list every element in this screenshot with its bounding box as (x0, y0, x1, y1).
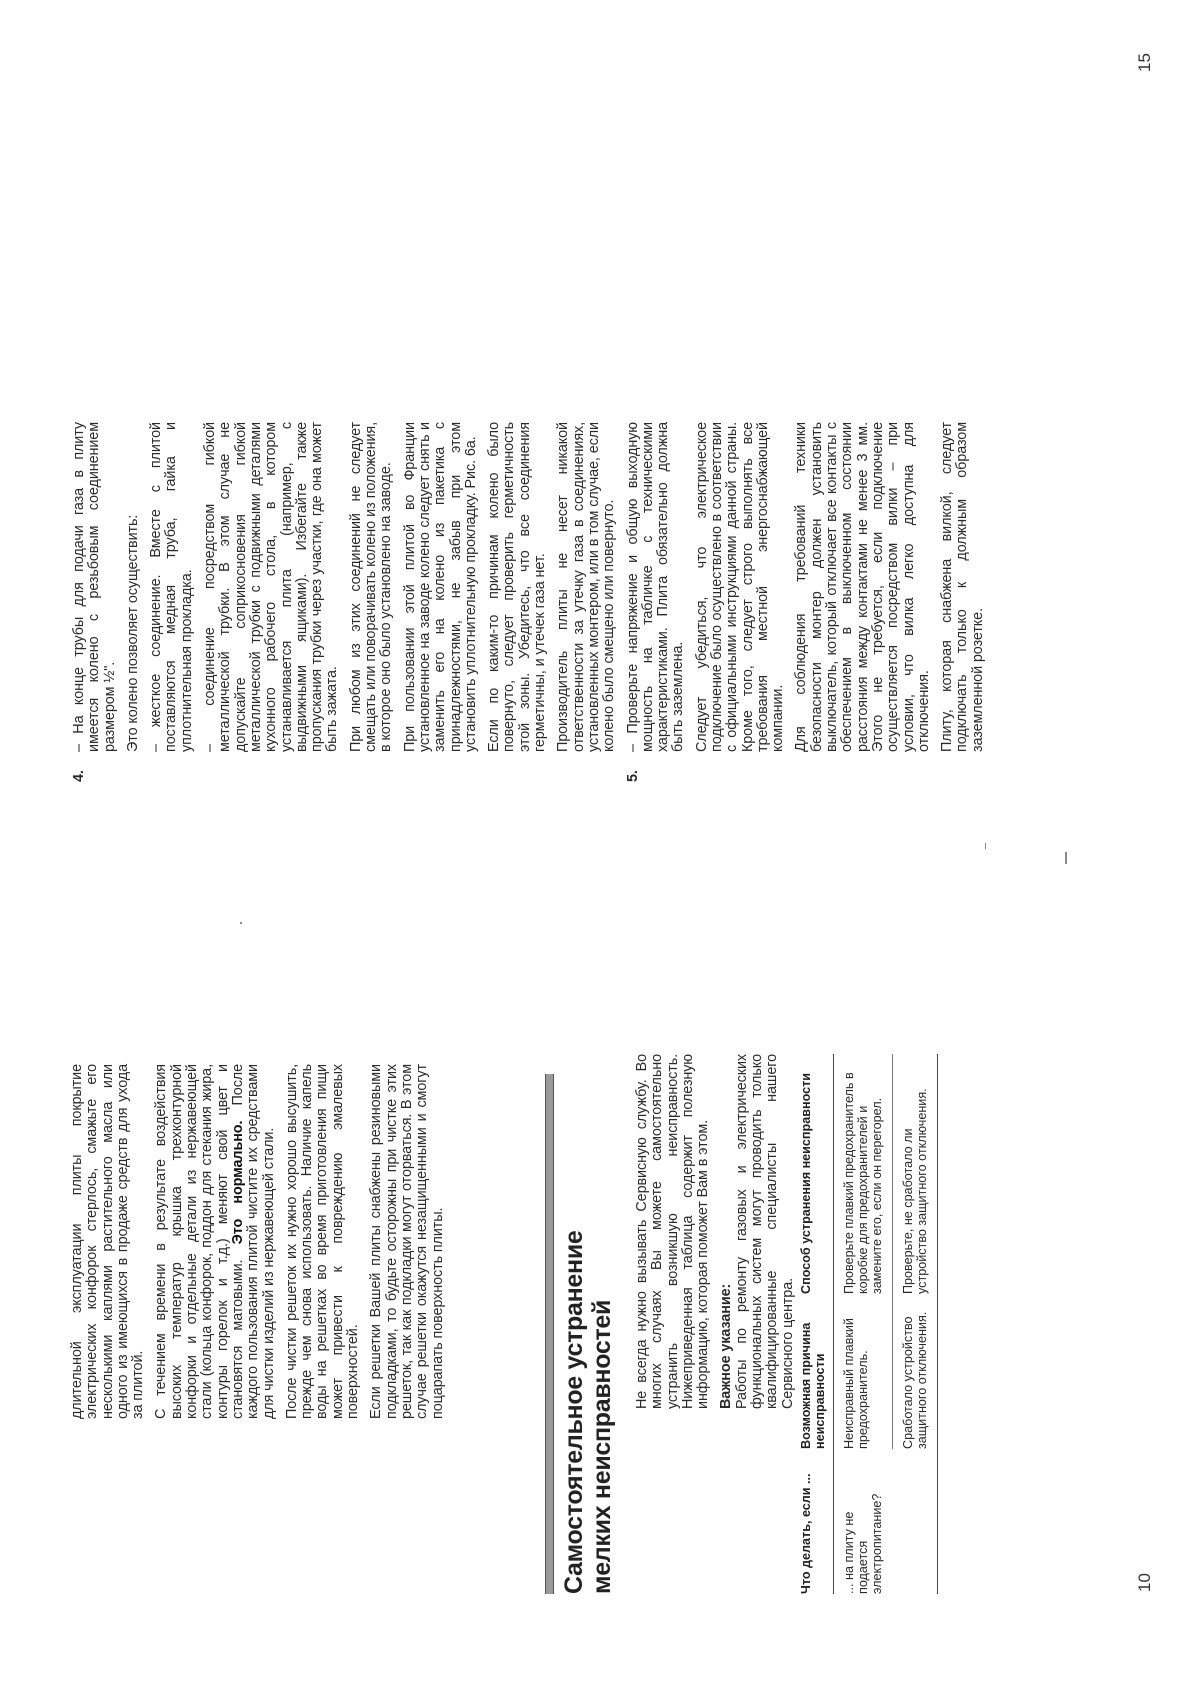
important-note-title: Важное указание: (718, 1283, 735, 1409)
paragraph: Для соблюдения требований техники безопасности монтер должен установить выключатель, который отключает все контакты с обеспечением в выключенном состоянии расстояния между контактами не менее 3 мм. Этого не требуется, если подключение осуществляется посредством вилки – при условии, что вилка легко доступна для отключения. (793, 422, 932, 752)
page-number: 15 (1135, 53, 1154, 72)
item-number: 4. (71, 770, 87, 782)
section-title-line-1: Самостоятельное устранение (560, 1230, 588, 1594)
important-note-text: Работы по ремонту газовых и электрических функциональных систем могут проводить только квалифицированные специалисты нашего Сервисного центра. (733, 1054, 796, 1409)
item-number: 5. (624, 770, 641, 782)
section-title-line-2: мелких неисправностей (588, 1299, 616, 1594)
scan-speck (985, 843, 986, 849)
paragraph: – На конце трубы для подачи газа в плиту имеется колено с резьбовым соединением размером ½". (71, 422, 118, 752)
paragraph: – Проверьте напряжение и общую выходную мощность на табличке с техническими характеристиками. Плита обязательно должна быть заземлена. (624, 422, 687, 752)
column-header: Что делать, если ... (793, 1449, 834, 1594)
table-header-row (793, 1054, 834, 1594)
paragraph: Следует убедиться, что электрическое подключение было осуществлено в соответствии с официальными инструкциями данной страны. Кроме того, следует строго выполнять все требования местной энергоснабжающей компании. (693, 422, 787, 752)
problem-cell: ... на плиту не подается электропитание? (842, 1493, 884, 1594)
cleaning-text-column (70, 1064, 454, 1419)
column-header: Возможная причина неисправности (793, 1294, 834, 1449)
paragraph: При пользовании этой плитой во Франции установленное на заводе колено следует снять и заменить его на колено из пакетика с принадлежностями, не забыв при этом установить уплотнительную прокладку. Рис. 6а. (401, 422, 479, 752)
troubleshooting-intro (635, 1054, 804, 1409)
paragraph: При любом из этих соединений не следует смещать или поворачивать колено из положения, в которое оно было установлено на заводе. (347, 422, 395, 752)
paragraph: – соединение посредством гибкой металлической трубки. В этом случае не допускайте соприкосновения гибкой металлической трубки с подвижными деталями кухонного рабочего стола, в котором устанавливается плита (например, с выдвижными ящиками). Избегайте также пропускания трубки через участки, где она может быть зажата. (202, 422, 341, 752)
troubleshooting-table (793, 1054, 938, 1594)
paragraph: С течением времени в результате воздействия высоких температур крышка трехконтурной конфорки и отдельные детали из нержавеющей стали (кольца конфорок, поддон для стекания жира, контуры горелок и т.д.) меняют свой цвет и становятся матовыми. Это нормально. После каждого пользования плитой чистите их средствами для чистки изделий из нержавеющей стали. (153, 1064, 277, 1419)
scan-speck (240, 922, 242, 924)
paragraph: После чистки решеток их нужно хорошо высушить, прежде чем снова использовать. Наличие капель воды на решетках во время приготовления пищи может привести к повреждению эмалевых поверхностей. (283, 1064, 362, 1419)
paragraph: Это колено позволяет осуществить: (124, 514, 141, 752)
left-page (0, 842, 1198, 1684)
bold-normal-note: Это нормально. (229, 1120, 246, 1245)
paragraph: длительной эксплуатации плиты покрытие электрических конфорок стерлось, смажьте его несколькими каплями растительного масла или одного из имеющихся в продаже средств для ухода за плитой. (69, 1064, 147, 1419)
scan-speck (1065, 852, 1067, 864)
remedy-cell: Проверьте плавкий предохранитель в коробке для предохранителей и замените его, если он перегорел. (842, 1072, 884, 1294)
table-bottom-rule (937, 1054, 938, 1594)
paragraph: – жесткое соединение. Вместе с плитой поставляются медная труба, гайка и уплотнительная прокладка. (148, 422, 195, 752)
column-header: Способ устранения неисправности (793, 1054, 834, 1294)
paragraph: Если решетки Вашей плиты снабжены резиновыми подкладками, то будьте осторожны при чистке этих решеток, так как подкладки могут оторваться. В этом случае решетки окажутся незащищенными и смогут поцарапать поверхность плиты. (368, 1064, 446, 1419)
remedy-cell: Проверьте, не сработало ли устройство защитного отключения. (893, 1054, 938, 1294)
section-heading (545, 1074, 616, 1594)
paragraph: Производитель плиты не несет никакой ответственности за утечку газа в соединениях, установленных монтером, или в том случае, если колено было смещено или повернуто. (555, 422, 618, 752)
cause-cell: Сработало устройство защитного отключения. (893, 1294, 938, 1449)
installation-text-columns (72, 22, 1072, 782)
paragraph: Если по каким-то причинам колено было повернуто, следует проверить герметичность этой зоны. Убедитесь, что все соединения герметичны, и утечек газа нет. (486, 422, 549, 752)
paragraph: Плиту, которая снабжена вилкой, следует подключать только к должным образом заземленной розетке. (939, 422, 986, 752)
paragraph: Не всегда нужно вызывать Сервисную службу. Во многих случаях Вы можете самостоятельно устранить возникшую неисправность. Нижеприведенная таблица содержит полезную информацию, которая поможет Вам в этом. (634, 1054, 712, 1409)
cause-cell: Неисправный плавкий предохранитель. (842, 1318, 870, 1449)
item-5 (626, 422, 987, 782)
page-number: 10 (1135, 1573, 1154, 1592)
item-4 (72, 422, 618, 782)
table-row (834, 1054, 893, 1594)
heading-bar (545, 1074, 554, 1594)
